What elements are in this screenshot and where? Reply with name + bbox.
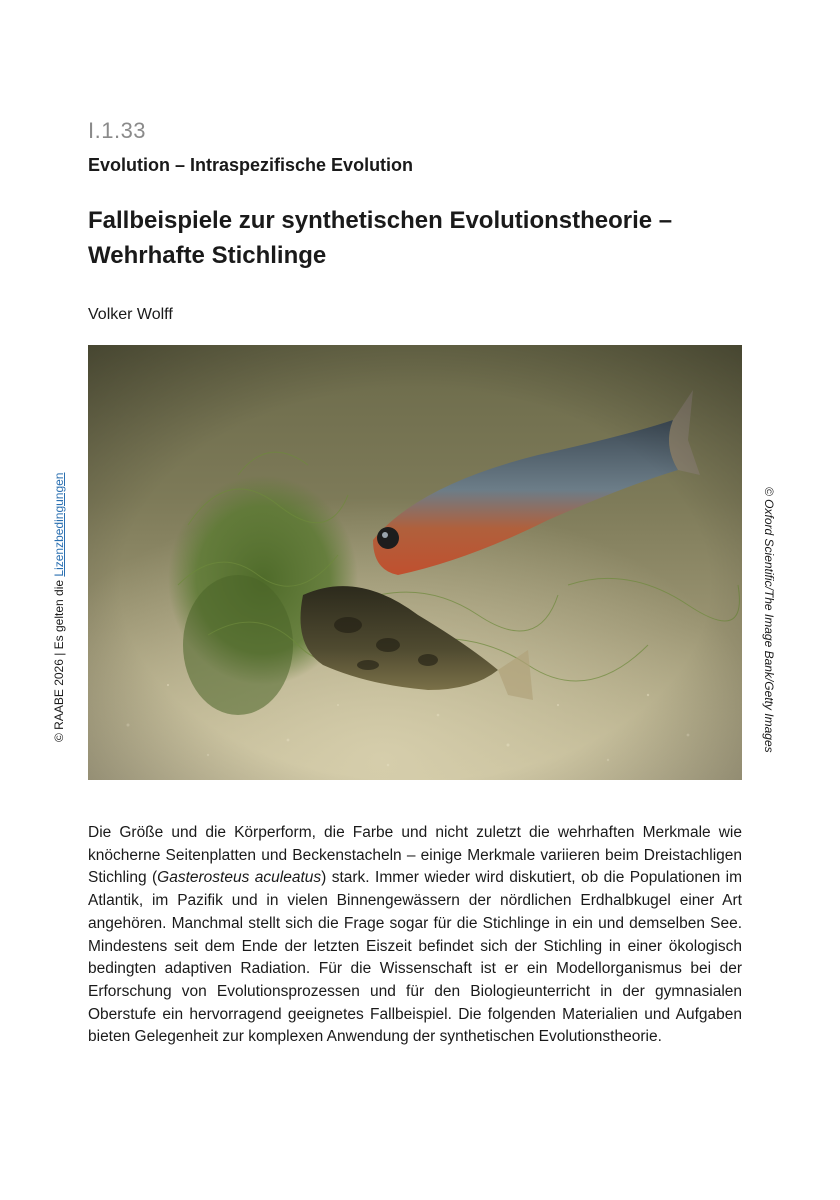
photo-credit: © Oxford Scientific/The Image Bank/Getty Images xyxy=(762,487,776,753)
author-name: Volker Wolff xyxy=(88,306,173,323)
stickleback-photo xyxy=(88,345,742,780)
intro-text-part-2: ) stark. Immer wieder wird diskutiert, ob die Populationen im Atlantik, im Pazifik und in vielen Binnengewässern der nördlichen Erdhalbkugel einer Art angehören. Manchmal stellt sich die Frage sogar für die Stichlinge in ein und demselben See. Mindestens seit dem Ende der letzten Eiszeit befindet sich der Stichling in einer ökologisch bedingten adaptiven Radiation. Für die Wissenschaft ist er ein Modellorganismus bei der Erforschung von Evolutionsprozessen und für den Biologieunterricht in der gymnasialen Oberstufe ein hervorragend geeignetes Fallbeispiel. Die folgenden Materialien und Aufgaben bieten Gelegenheit zur komplexen Anwendung der synthetischen Evolutionstheorie. xyxy=(88,869,742,1046)
copyright-text: © RAABE 2026 | Es gelten die xyxy=(52,576,66,742)
species-name: Gasterosteus aculeatus xyxy=(157,869,322,887)
copyright-license-note xyxy=(52,473,66,742)
subject-heading: Evolution – Intraspezifische Evolution xyxy=(88,155,414,175)
intro-text-part-1: Die Größe und die Körperform, die Farbe und nicht zuletzt die wehrhaften Merkmale wie knöcherne Seitenplatten und Beckenstacheln – einige Merkmale variieren beim Dreistachligen Stichling ( xyxy=(88,824,742,887)
intro-paragraph xyxy=(88,822,742,1049)
section-code: I.1.33 xyxy=(88,118,147,143)
page-title: Fallbeispiele zur synthetischen Evolutionstheorie – Wehrhafte Stichlinge xyxy=(88,207,673,269)
license-link[interactable]: Lizenzbedingungen xyxy=(52,472,66,577)
